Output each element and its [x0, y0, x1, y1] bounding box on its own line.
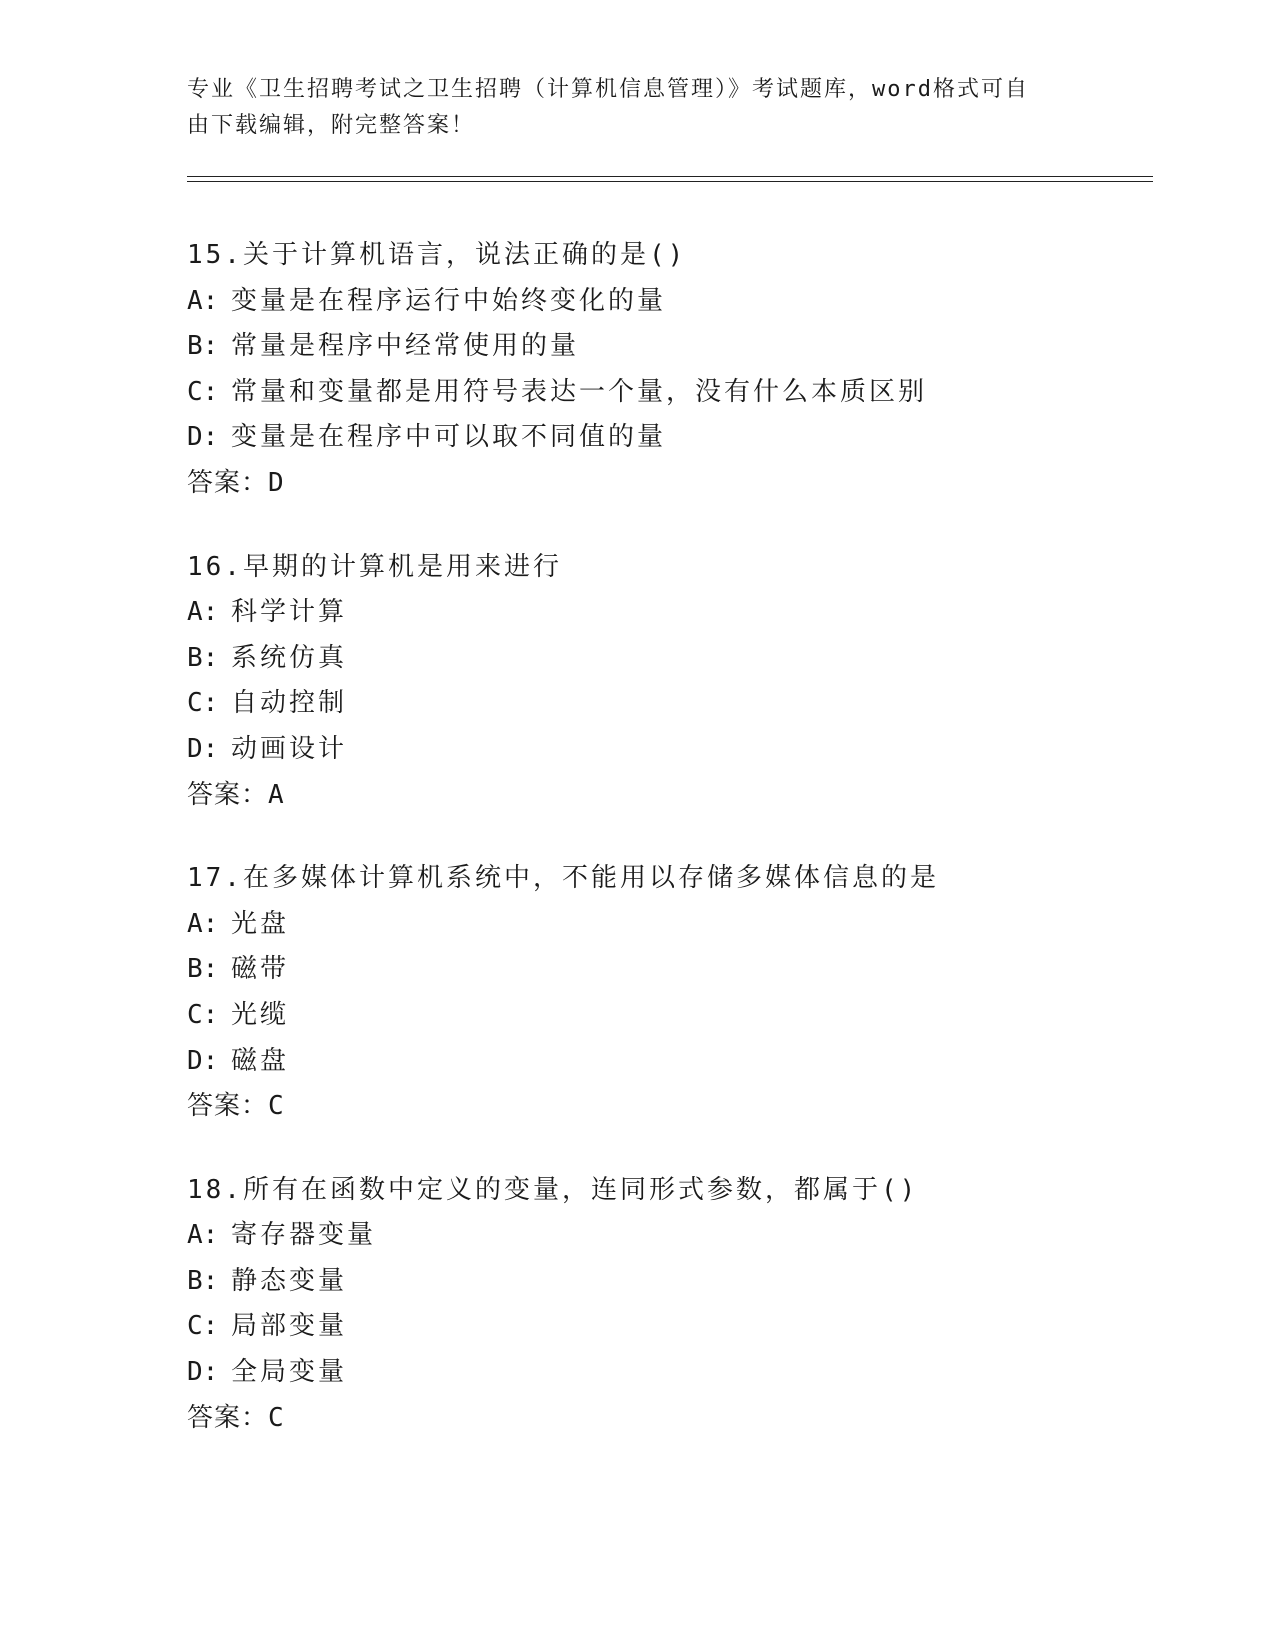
option-text: 变量是在程序运行中始终变化的量: [231, 285, 667, 316]
option-d: [187, 1350, 1153, 1396]
option-a: [187, 279, 1153, 325]
option-text: 光缆: [231, 999, 290, 1030]
option-letter: C:: [187, 999, 219, 1030]
answer-value: C: [268, 1091, 285, 1122]
option-text: 系统仿真: [231, 642, 348, 673]
answer-value: A: [268, 779, 285, 810]
option-b: [187, 324, 1153, 370]
option-letter: B:: [187, 1265, 219, 1296]
option-text: 常量是程序中经常使用的量: [231, 331, 580, 362]
question-18: [187, 1168, 1153, 1442]
option-d: [187, 415, 1153, 461]
answer-value: C: [268, 1402, 285, 1433]
option-text: 磁带: [231, 954, 290, 985]
option-letter: C:: [187, 1311, 219, 1342]
option-letter: C:: [187, 376, 219, 407]
option-text: 局部变量: [231, 1311, 348, 1342]
header-line-1: 专业《卫生招聘考试之卫生招聘（计算机信息管理）》考试题库，word格式可自: [187, 77, 1029, 102]
option-text: 科学计算: [231, 597, 348, 628]
option-letter: A:: [187, 597, 219, 628]
option-d: [187, 1039, 1153, 1085]
option-letter: B:: [187, 331, 219, 362]
header-divider-top: [187, 176, 1153, 177]
question-stem: 18.所有在函数中定义的变量，连同形式参数，都属于(): [187, 1174, 919, 1205]
answer-line: [187, 1084, 1153, 1130]
answer-line: [187, 461, 1153, 507]
question-17: [187, 856, 1153, 1130]
option-text: 光盘: [231, 908, 290, 939]
option-text: 动画设计: [231, 733, 348, 764]
answer-label: 答案：: [187, 1402, 269, 1433]
option-b: [187, 947, 1153, 993]
option-letter: C:: [187, 688, 219, 719]
answer-line: [187, 1396, 1153, 1442]
option-letter: A:: [187, 285, 219, 316]
document-header: [187, 72, 1067, 144]
option-text: 常量和变量都是用符号表达一个量，没有什么本质区别: [231, 376, 928, 407]
question-15: [187, 233, 1153, 507]
option-letter: D:: [187, 422, 219, 453]
option-b: [187, 636, 1153, 682]
answer-label: 答案：: [187, 779, 269, 810]
option-text: 寄存器变量: [231, 1220, 377, 1251]
option-text: 变量是在程序中可以取不同值的量: [231, 422, 667, 453]
option-d: [187, 727, 1153, 773]
option-a: [187, 590, 1153, 636]
option-letter: D:: [187, 1357, 219, 1388]
question-list: [187, 233, 1153, 1479]
option-letter: D:: [187, 1045, 219, 1076]
option-c: [187, 1304, 1153, 1350]
answer-value: D: [268, 467, 285, 498]
header-divider-bottom: [187, 181, 1153, 182]
option-a: [187, 1213, 1153, 1259]
question-16: [187, 545, 1153, 819]
answer-label: 答案：: [187, 1091, 269, 1122]
option-letter: A:: [187, 908, 219, 939]
option-text: 全局变量: [231, 1357, 348, 1388]
header-line-2: 由下载编辑，附完整答案！: [187, 113, 476, 138]
option-text: 磁盘: [231, 1045, 290, 1076]
answer-label: 答案：: [187, 467, 269, 498]
question-stem: 16.早期的计算机是用来进行: [187, 551, 562, 582]
option-c: [187, 370, 1153, 416]
option-letter: B:: [187, 642, 219, 673]
option-a: [187, 902, 1153, 948]
option-b: [187, 1259, 1153, 1305]
option-c: [187, 681, 1153, 727]
option-c: [187, 993, 1153, 1039]
question-stem: 15.关于计算机语言，说法正确的是(): [187, 240, 687, 270]
option-text: 静态变量: [231, 1265, 348, 1296]
option-letter: A:: [187, 1220, 219, 1251]
question-stem: 17.在多媒体计算机系统中，不能用以存储多媒体信息的是: [187, 863, 939, 894]
answer-line: [187, 773, 1153, 819]
option-text: 自动控制: [231, 688, 348, 719]
option-letter: D:: [187, 733, 219, 764]
option-letter: B:: [187, 954, 219, 985]
